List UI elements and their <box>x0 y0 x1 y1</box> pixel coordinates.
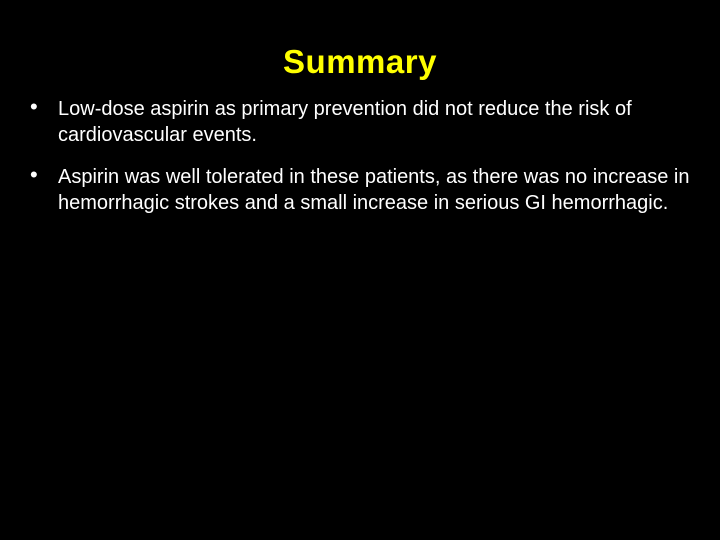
bullet-marker: • <box>30 162 38 187</box>
bullet-marker: • <box>30 94 38 119</box>
bullet-item <box>30 164 700 216</box>
bullet-text: Low-dose aspirin as primary prevention did not reduce the risk of cardiovascular events. <box>58 98 632 146</box>
slide-title: Summary <box>283 43 437 80</box>
bullet-item <box>30 96 700 148</box>
bullet-text: Aspirin was well tolerated in these patients, as there was no increase in hemorrhagic strokes and a small increase in serious GI hemorrhagic. <box>58 166 690 214</box>
bullet-list <box>30 96 700 232</box>
